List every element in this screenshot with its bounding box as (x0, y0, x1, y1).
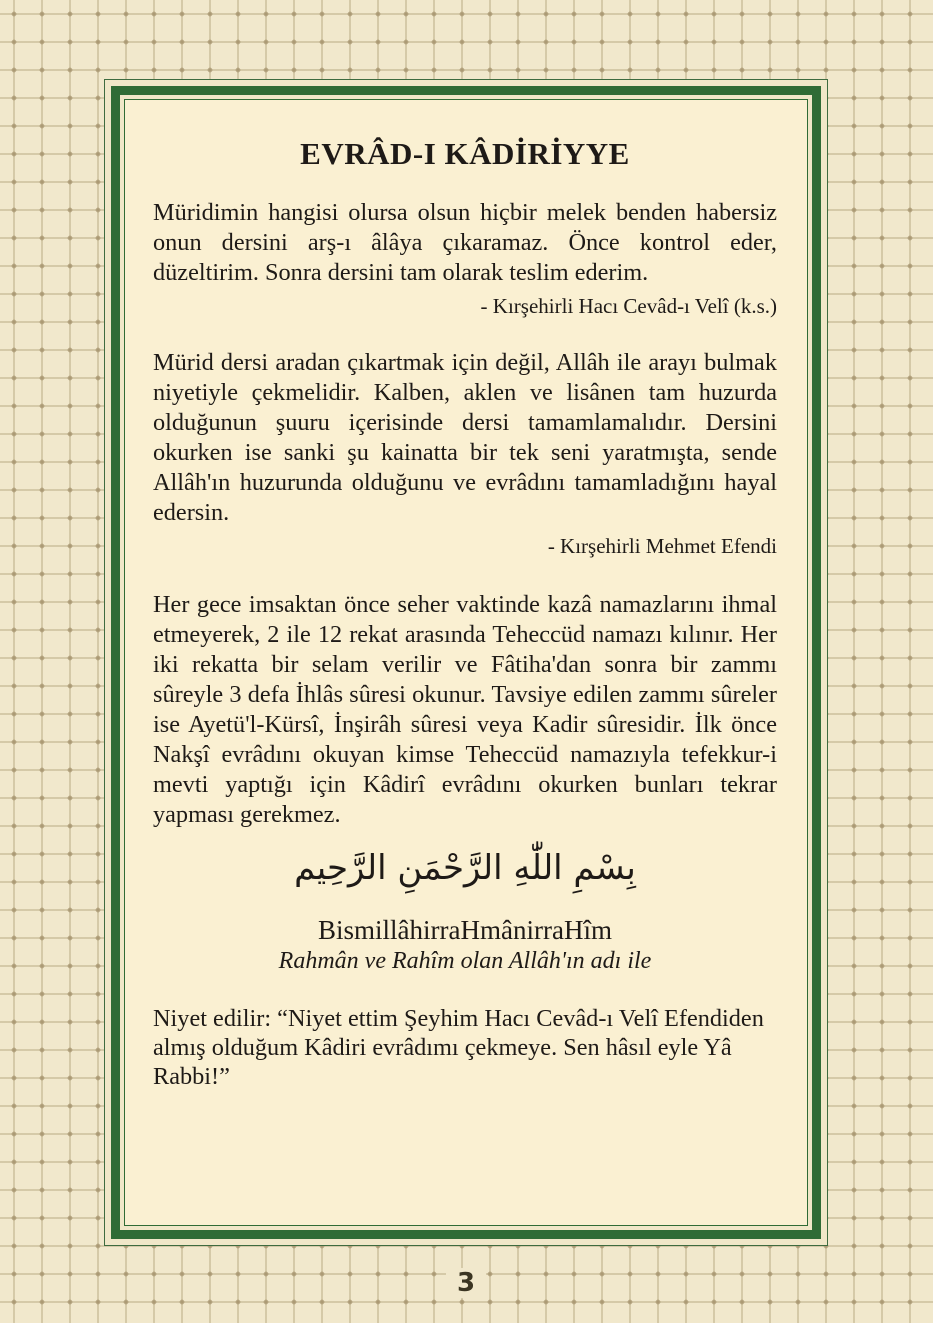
basmala-arabic: بِسْمِ اللّٰهِ الرَّحْمَنِ الرَّحِيم (294, 848, 636, 888)
content (153, 136, 777, 1091)
paragraph-3: Her gece imsaktan önce seher vaktinde kazâ namazlarını ihmal etmeyerek, 2 ile 12 rekat arasında Teheccüd namazı kılınır. Her iki rekatta bir selam verilir ve Fâtiha'dan sonra bir zammı sûreyle 3 defa İhlâs sûresi okunur. Tavsiye edilen zammı sûreler ise Ayetü'l-Kürsî, İnşirâh sûresi veya Kadir sûresidir. İlk önce Nakşî evrâdını okuyan kimse Teheccüd namazıyla tefekkur-i mevti yaptığı için Kâdirî evrâdını okurken bunları tekrar yapması gerekmez. (153, 591, 777, 828)
paragraph-2: Mürid dersi aradan çıkartmak için değil, Allâh ile arayı bulmak niyetiyle çekmelidir. Kalben, aklen ve lisânen tam huzurda olduğunun şuuru içerisinde dersi tamamlamalıdır. Dersini okurken ise sanki şu kainatta bir tek seni yaratmışta, sende Allâh'ın huzurunda olduğunu ve evrâdını tamamladığını hayal edersin. (153, 349, 777, 526)
content-panel (124, 99, 808, 1226)
attribution-2: - Kırşehirli Mehmet Efendi (547, 534, 777, 558)
paragraph-1: Müridimin hangisi olursa olsun hiçbir melek benden habersiz onun dersini arş-ı âlâya çıkaramaz. Önce kontrol eder, düzeltirim. Sonra dersini tam olarak teslim ederim. (153, 199, 777, 286)
basmala-meaning: Rahmân ve Rahîm olan Allâh'ın adı ile (278, 948, 652, 974)
page-number: 3 (446, 1268, 486, 1298)
page-title: EVRÂD-I KÂDİRİYYE (300, 136, 630, 171)
attribution-1: - Kırşehirli Hacı Cevâd-ı Velî (k.s.) (480, 294, 777, 318)
spacer (153, 560, 777, 590)
intention-text: Niyet edilir: “Niyet ettim Şeyhim Hacı Cevâd-ı Velî Efendiden almış olduğum Kâdiri evrâdımı çekmeye. Sen hâsıl eyle Yâ Rabbi!” (153, 1005, 764, 1090)
green-border (111, 86, 821, 1239)
spacer (153, 320, 777, 348)
page-frame (104, 79, 828, 1246)
basmala-transliteration: BismillâhirraHmânirraHîm (318, 915, 612, 945)
